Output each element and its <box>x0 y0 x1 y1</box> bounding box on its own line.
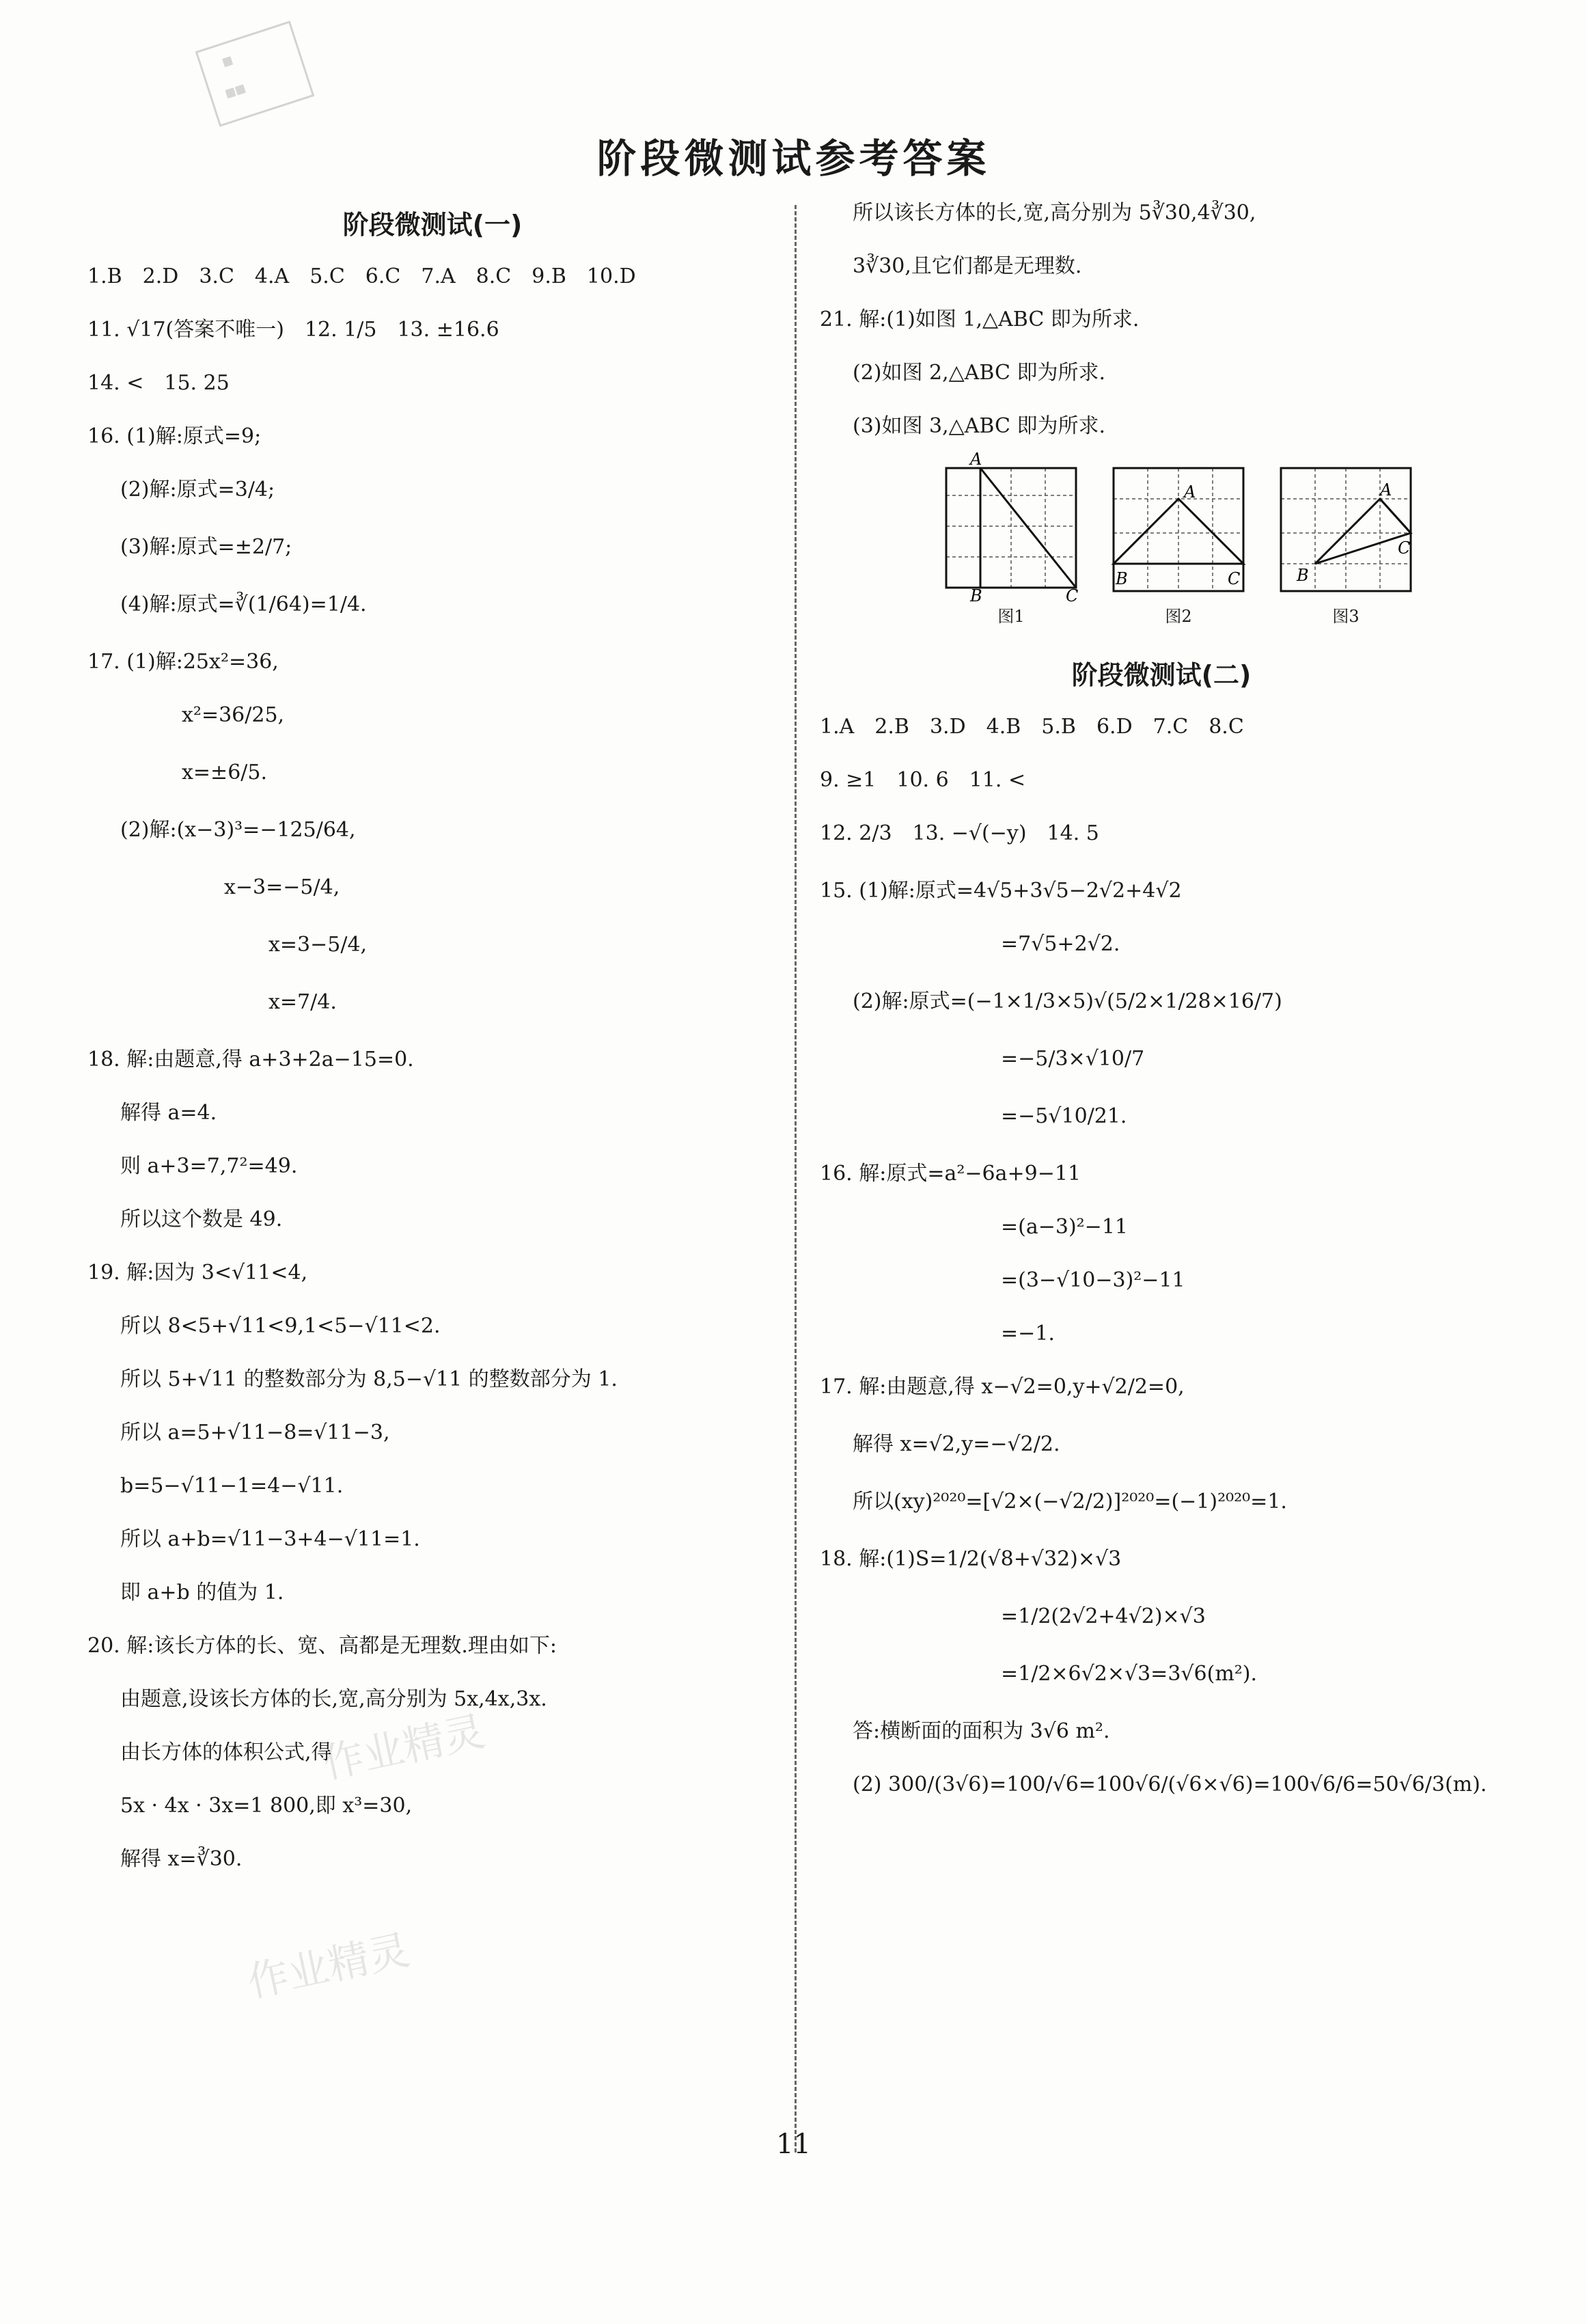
answer-line: (2)解:原式=(−1×1/3×5)√(5/2×1/28×16/7) <box>853 989 1282 1013</box>
answer-line: x=±6/5. <box>182 761 268 784</box>
answer-line: 所以这个数是 49. <box>120 1207 283 1231</box>
answer-line: 14. < 15. 25 <box>87 371 230 395</box>
answer-line: 21. 解:(1)如图 1,△ABC 即为所求. <box>820 307 1140 331</box>
answer-line: 所以该长方体的长,宽,高分别为 5∛30,4∛30, <box>853 201 1256 225</box>
vertex-label: B <box>1116 569 1128 588</box>
answer-line: 11. √17(答案不唯一) 12. 1/5 13. ±16.6 <box>87 318 499 342</box>
answer-line: (3)解:原式=±2/7; <box>120 535 292 559</box>
answer-line: =−5/3×√10/7 <box>1001 1047 1145 1071</box>
figure-1 <box>943 450 1079 627</box>
answer-line: 3∛30,且它们都是无理数. <box>853 254 1082 278</box>
answer-line: =−1. <box>1001 1322 1055 1345</box>
answer-line: 1.A 2.B 3.D 4.B 5.B 6.D 7.C 8.C <box>820 715 1244 739</box>
vertex-label: A <box>1184 482 1196 502</box>
answer-line: =(3−√10−3)²−11 <box>1001 1268 1185 1292</box>
column-divider <box>795 205 797 2152</box>
answer-line: 由题意,设该长方体的长,宽,高分别为 5x,4x,3x. <box>120 1687 547 1711</box>
watermark: 作业精灵 <box>243 1926 414 2008</box>
answer-line: 1.B 2.D 3.C 4.A 5.C 6.C 7.A 8.C 9.B 10.D <box>87 264 636 288</box>
answer-line: x=7/4. <box>268 990 337 1014</box>
answer-line: 解得 x=√2,y=−√2/2. <box>853 1432 1060 1456</box>
watermark: 作业精灵 <box>318 1707 489 1789</box>
answer-line: =(a−3)²−11 <box>1001 1215 1128 1239</box>
answer-line: 解得 x=∛30. <box>120 1847 243 1871</box>
answer-line: 所以 8<5+√11<9,1<5−√11<2. <box>120 1314 441 1338</box>
grid-figure-1 <box>943 450 1079 605</box>
left-column <box>87 198 777 1898</box>
vertex-label: C <box>1228 569 1241 588</box>
answer-line: (2)如图 2,△ABC 即为所求. <box>853 361 1106 385</box>
answer-line: x=3−5/4, <box>268 933 368 957</box>
figure-caption: 图3 <box>1332 607 1360 626</box>
answer-line: b=5−√11−1=4−√11. <box>120 1474 344 1498</box>
figure-2 <box>1110 465 1247 627</box>
section-title: 阶段微测试(一) <box>342 210 523 240</box>
vertex-label: C <box>1066 586 1079 605</box>
answer-line: =1/2(2√2+4√2)×√3 <box>1001 1604 1206 1628</box>
figures-row <box>820 450 1503 627</box>
answer-line: 所以(xy)²⁰²⁰=[√2×(−√2/2)]²⁰²⁰=(−1)²⁰²⁰=1. <box>853 1490 1287 1514</box>
vertex-label: B <box>970 586 982 605</box>
answer-line: 16. 解:原式=a²−6a+9−11 <box>820 1162 1081 1186</box>
answer-line: (2)解:(x−3)³=−125/64, <box>120 818 356 842</box>
grid-figure-2 <box>1110 465 1247 601</box>
page-number: 11 <box>776 2129 811 2160</box>
publisher-stamp: ▦ ▦▦ <box>195 20 315 126</box>
answer-line: =1/2×6√2×√3=3√6(m²). <box>1001 1662 1258 1686</box>
vertex-label: C <box>1398 538 1411 558</box>
answer-line: 18. 解:由题意,得 a+3+2a−15=0. <box>87 1048 414 1071</box>
figure-3 <box>1278 465 1414 627</box>
answer-line: 5x · 4x · 3x=1 800,即 x³=30, <box>120 1794 413 1818</box>
answer-line: 由长方体的体积公式,得 <box>120 1740 332 1764</box>
answer-line: 18. 解:(1)S=1/2(√8+√32)×√3 <box>820 1547 1122 1571</box>
figure-caption: 图2 <box>1165 607 1192 626</box>
answer-line: (2)解:原式=3/4; <box>120 478 275 502</box>
answer-line: x²=36/25, <box>182 703 285 727</box>
answer-line: (2) 300/(3√6)=100/√6=100√6/(√6×√6)=100√6/6=50√6/3(m). <box>853 1773 1487 1796</box>
grid-figure-3 <box>1278 465 1414 601</box>
vertex-label: A <box>970 450 982 469</box>
page-title: 阶段微测试参考答案 <box>596 135 991 182</box>
answer-line: 19. 解:因为 3<√11<4, <box>87 1261 308 1285</box>
answer-line: 16. (1)解:原式=9; <box>87 424 262 448</box>
answer-line: 17. (1)解:25x²=36, <box>87 650 279 674</box>
answer-line: 17. 解:由题意,得 x−√2=0,y+√2/2=0, <box>820 1375 1185 1399</box>
vertex-label: B <box>1297 566 1309 585</box>
answer-line: 20. 解:该长方体的长、宽、高都是无理数.理由如下: <box>87 1634 557 1658</box>
answer-line: (4)解:原式=∛(1/64)=1/4. <box>120 592 367 616</box>
answer-line: 答:横断面的面积为 3√6 m². <box>853 1719 1110 1743</box>
section-title: 阶段微测试(二) <box>1071 660 1252 690</box>
answer-line: =7√5+2√2. <box>1001 932 1120 956</box>
answer-line: 12. 2/3 13. −√(−y) 14. 5 <box>820 821 1099 845</box>
answer-line: =−5√10/21. <box>1001 1104 1127 1128</box>
answer-line: 所以 a+b=√11−3+4−√11=1. <box>120 1527 420 1551</box>
answer-line: 则 a+3=7,7²=49. <box>120 1154 298 1178</box>
vertex-label: A <box>1380 480 1392 500</box>
answer-line: (3)如图 3,△ABC 即为所求. <box>853 414 1106 438</box>
answer-line: x−3=−5/4, <box>224 875 340 899</box>
right-column <box>820 198 1503 1827</box>
answer-line: 15. (1)解:原式=4√5+3√5−2√2+4√2 <box>820 879 1182 903</box>
answer-line: 解得 a=4. <box>120 1101 217 1125</box>
answer-line: 即 a+b 的值为 1. <box>120 1581 284 1604</box>
figure-caption: 图1 <box>997 607 1025 626</box>
answer-line: 9. ≥1 10. 6 11. < <box>820 768 1026 792</box>
answer-line: 所以 a=5+√11−8=√11−3, <box>120 1421 390 1445</box>
answer-line: 所以 5+√11 的整数部分为 8,5−√11 的整数部分为 1. <box>120 1367 618 1391</box>
